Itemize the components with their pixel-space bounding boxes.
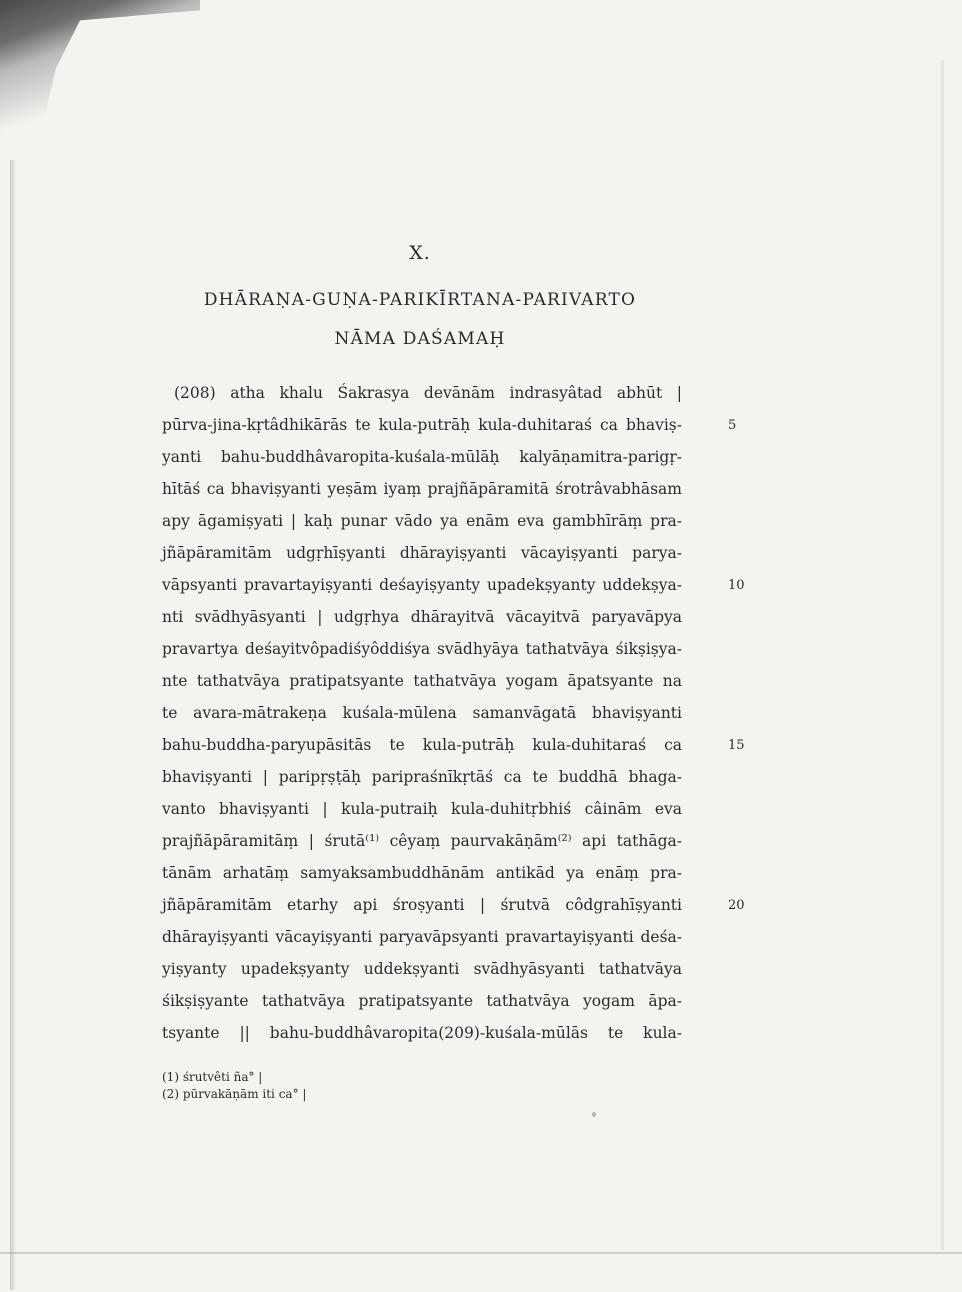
text-line: nte tathatvāya pratipatsyante tathatvāya yogam āpatsyante na — [162, 672, 682, 690]
text-line: (208) atha khalu Śakrasya devānām indrasyâtad abhūt | — [174, 384, 682, 402]
text-line: hītāś ca bhaviṣyanti yeṣām iyaṃ prajñāpāramitā śrotrâvabhāsam — [162, 480, 682, 498]
text-line: vāpsyanti pravartayiṣyanti deśayiṣyanty upadekṣyanty uddekṣya- — [162, 576, 682, 594]
text-line: bhaviṣyanti | paripṛṣṭāḥ paripraśnīkṛtāś ca te buddhā bhaga- — [162, 768, 682, 786]
text-line: tsyante || bahu-buddhâvaropita(209)-kuśala-mūlās te kula- — [162, 1024, 682, 1042]
text-line: pūrva-jina-kṛtâdhikārās te kula-putrāḥ kula-duhitaraś ca bhaviṣ- — [162, 416, 682, 434]
text-line: dhārayiṣyanti vācayiṣyanti paryavāpsyanti pravartayiṣyanti deśa- — [162, 928, 682, 946]
text-line: yanti bahu-buddhâvaropita-kuśala-mūlāḥ kalyāṇamitra-parigṛ- — [162, 448, 682, 466]
text-line: yiṣyanty upadekṣyanty uddekṣyanti svādhyāsyanti tathatvāya — [162, 960, 682, 978]
text-line: śikṣiṣyante tathatvāya pratipatsyante tathatvāya yogam āpa- — [162, 992, 682, 1010]
text-line: jñāpāramitām udgṛhīṣyanti dhārayiṣyanti vācayiṣyanti parya- — [162, 544, 682, 562]
line-number: 5 — [728, 418, 737, 433]
chapter-title-line-1: DHĀRAṆA-GUṆA-PARIKĪRTANA-PARIVARTO — [203, 290, 637, 310]
text-line: pravartya deśayitvôpadiśyôddiśya svādhyāya tathatvāya śikṣiṣya- — [162, 640, 682, 658]
scan-shadow-corner — [0, 0, 200, 170]
chapter-title-line-2: NĀMA DAŚAMAḤ — [334, 329, 506, 349]
text-line: te avara-mātrakeṇa kuśala-mūlena samanvāgatā bhaviṣyanti — [162, 704, 682, 722]
scan-right-edge — [941, 60, 944, 1250]
footnote-2: (2) pūrvakāṇām iti ca° | — [162, 1087, 307, 1101]
line-number: 10 — [728, 578, 745, 593]
line-number: 15 — [728, 738, 745, 753]
text-line: apy āgamiṣyati | kaḥ punar vādo ya enām eva gambhīrāṃ pra- — [162, 512, 682, 530]
footnote-1: (1) śrutvêti ña° | — [162, 1070, 263, 1084]
text-line: vanto bhaviṣyanti | kula-putraiḥ kula-duhitṛbhiś câinām eva — [162, 800, 682, 818]
chapter-number: X. — [409, 242, 431, 264]
text-line: tānām arhatāṃ samyaksambuddhānām antikād ya enāṃ pra- — [162, 864, 682, 882]
scan-speck — [592, 1112, 596, 1117]
text-line: prajñāpāramitāṃ | śrutā⁽¹⁾ cêyaṃ paurvakāṇām⁽²⁾ api tathāga- — [162, 832, 682, 850]
text-line: nti svādhyāsyanti | udgṛhya dhārayitvā vācayitvā paryavāpya — [162, 608, 682, 626]
text-line: bahu-buddha-paryupāsitās te kula-putrāḥ kula-duhitaraś ca — [162, 736, 682, 754]
text-line: jñāpāramitām etarhy api śroṣyanti | śrutvā côdgrahīṣyanti — [162, 896, 682, 914]
scan-bottom-line — [0, 1252, 962, 1254]
line-number: 20 — [728, 898, 745, 913]
